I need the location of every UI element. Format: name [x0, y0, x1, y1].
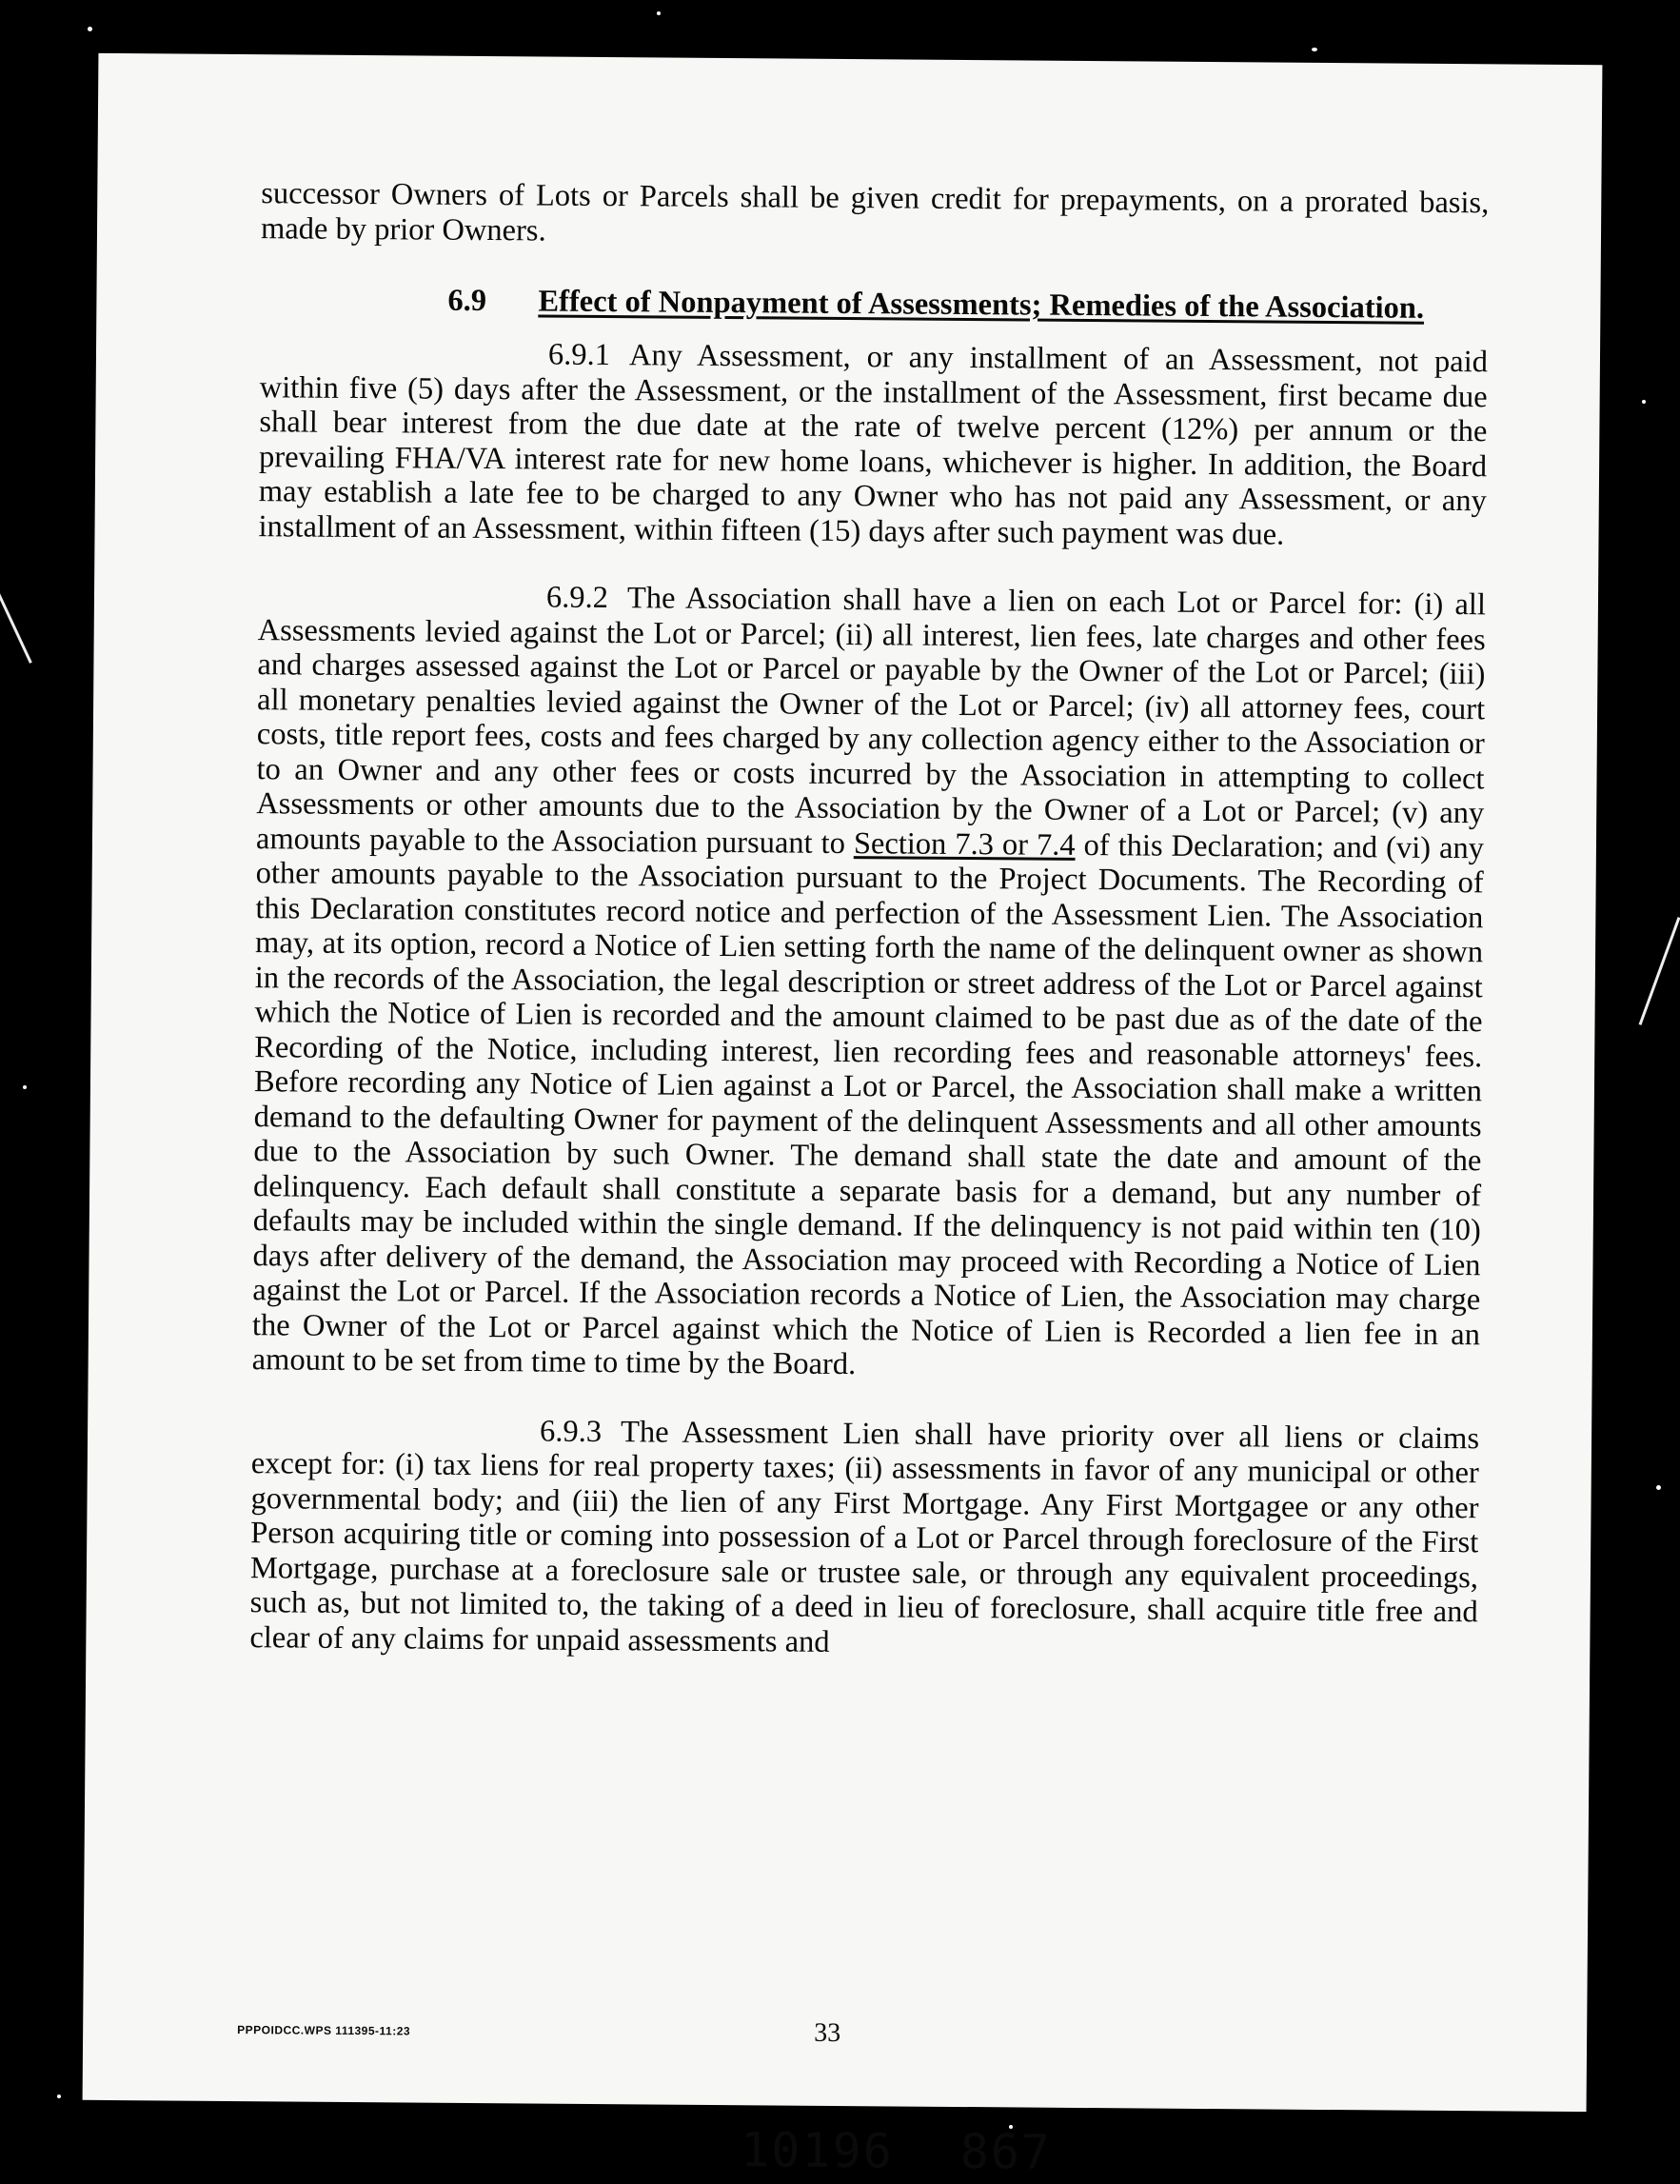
scan-speck [1642, 400, 1646, 404]
scan-edge-mark [1639, 917, 1680, 1025]
subsection-6-9-2 [252, 578, 1487, 1387]
subsection-indent [260, 362, 548, 364]
subsection-number: 6.9.2 [545, 580, 609, 616]
scan-speck [1312, 48, 1317, 51]
section-title: Effect of Nonpayment of Assessments; Remedies of the Association. [538, 284, 1425, 326]
scan-speck [657, 11, 661, 15]
scan-speck [57, 2095, 61, 2098]
scan-speck [23, 1085, 27, 1089]
subsection-number: 6.9.3 [539, 1414, 603, 1449]
subsection-text: Any Assessment, or any installment of an Assessment, not paid within five (5) days after the Assessment, or the installment of the Assessment, first became due shall bear interest from the due date at the rate of twelve percent (12%) per annum or the prevailing FHA/VA interest rate for new home loans, whichever is higher. In addition, the Board may establish a late fee to be charged to any Owner who has not paid any Assessment, or any installment of an Assessment, within fifteen (15) days after such payment was due. [258, 338, 1489, 552]
scan-speck [1656, 1485, 1661, 1490]
subsection-indent [258, 605, 546, 606]
recording-stamp [741, 2122, 1052, 2180]
footer-file-code: PPPOIDCC.WPS 111395-11:23 [237, 2023, 411, 2038]
subsection-6-9-1 [258, 335, 1488, 553]
carryover-paragraph: successor Owners of Lots or Parcels shall be given credit for prepayments, on a prorated basis, made by prior Owners. [260, 176, 1490, 248]
section-reference: Section 7.3 or 7.4 [853, 825, 1076, 863]
scan-speck [88, 27, 92, 31]
page-footer [237, 2014, 1474, 2061]
page-number: 33 [814, 2017, 841, 2049]
recording-book-number: 10196 [740, 2122, 894, 2179]
scan-edge-mark [0, 593, 32, 664]
page-content [237, 176, 1490, 2180]
section-heading [260, 280, 1488, 328]
subsection-text: The Association shall have a lien on each Lot or Parcel for: (i) all Assessments levied against the Lot or Parcel; (ii) all interest, lien fees, late charges and other fees and charges assessed against the Lot or Parcel or payable by the Owner of the Lot or Parcel; (iii) all monetary penalties levied against the Owner of the Lot or Parcel; (iv) all attorney fees, court costs, title report fees, costs and fees charged by any collection agency either to the Association or to an Owner and any other fees or costs incurred by the Association in attempting to collect Assessments or other amounts due to the Association by the Owner of a Lot or Parcel; (v) any amounts payable to the Association pursuant to [255, 581, 1487, 861]
subsection-6-9-3 [249, 1412, 1479, 1665]
subsection-indent [251, 1439, 540, 1440]
section-number: 6.9 [447, 283, 487, 319]
subsection-number: 6.9.1 [547, 337, 611, 373]
recording-page-number: 867 [959, 2124, 1053, 2180]
subsection-text: of this Declaration; and (vi) any other amounts payable to the Association pursuant to the Project Documents. The Recording of this Declaration constitutes record notice and perfection of the Assessment Lien. The Association may, at its option, record a Notice of Lien setting forth the name of the delinquent owner as shown in the records of the Association, the legal description or street address of the Lot or Parcel against which the Notice of Lien is recorded and the amount claimed to be past due as of the date of the Recording of the Notice, including interest, lien recording fees and reasonable attorneys' fees. Before recording any Notice of Lien against a Lot or Parcel, the Association shall make a written demand to the defaulting Owner for payment of the delinquent Assessments and all other amounts due to the Association by such Owner. The demand shall state the date and amount of the delinquency. Each default shall constitute a separate basis for a demand, but any number of defaults may be included within the single demand. If the delinquency is not paid within ten (10) days after delivery of the demand, the Association may proceed with Recording a Notice of Lien against the Lot or Parcel. If the Association records a Notice of Lien, the Association may charge the Owner of the Lot or Parcel against which the Notice of Lien is Recorded a lien fee in an amount to be set from time to time by the Board. [251, 827, 1485, 1382]
subsection-text: The Assessment Lien shall have priority over all liens or claims except for: (i) tax liens for real property taxes; (ii) assessments in favor of any municipal or other governmental body; and (iii) the lien of any First Mortgage. Any First Mortgagee or any other Person acquiring title or coming into possession of a Lot or Parcel through foreclosure of the First Mortgage, purchase at a foreclosure sale or trustee sale, or through any equivalent proceedings, such as, but not limited to, the taking of a deed in lieu of foreclosure, shall acquire title free and clear of any claims for unpaid assessments and [249, 1414, 1480, 1659]
document-page [83, 53, 1603, 2180]
